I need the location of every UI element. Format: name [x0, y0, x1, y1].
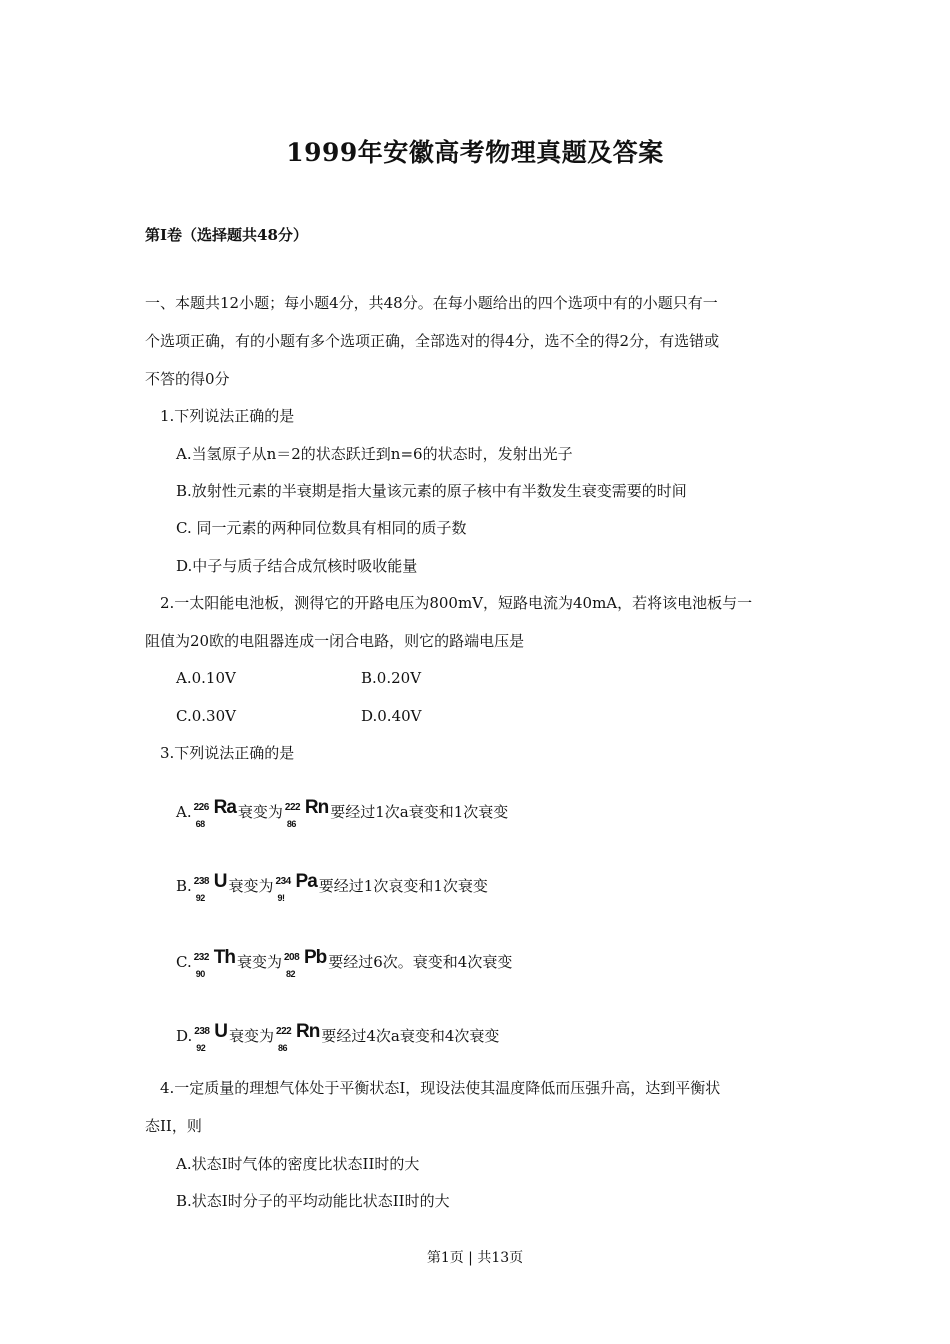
nuclide-radon [284, 797, 329, 830]
option-tail-text: 要经过1次a衰变和1次衰变 [330, 803, 509, 821]
option-tail-text: 要经过4次a衰变和4次衰变 [321, 1027, 500, 1045]
section-title: 第Ⅰ卷（选择题共48分） [145, 226, 308, 244]
instructions-line-1: 一、本题共12小题；每小题4分，共48分。在每小题给出的四个选项中有的小题只有一 [145, 294, 718, 312]
q1-option-d: D.中子与质子结合成氘核时吸收能量 [176, 557, 418, 575]
nuclide-uranium [193, 871, 227, 904]
decays-to-text: 衰变为 [236, 953, 282, 971]
atomic-number: 68 [195, 819, 205, 829]
atomic-number: 90 [195, 969, 205, 979]
element-symbol: Pb [303, 947, 327, 968]
mass-number: 222 [276, 1026, 292, 1037]
q2-stem-line-1: 2.一太阳能电池板，测得它的开路电压为800mV，短路电流为40mA，若将该电池板与一 [160, 594, 753, 612]
atomic-number: 86 [286, 819, 296, 829]
decays-to-text: 衰变为 [237, 803, 283, 821]
mass-number: 232 [193, 952, 209, 963]
mass-number: 234 [275, 876, 291, 887]
mass-number: 208 [283, 952, 300, 963]
q3-option-d [176, 1021, 500, 1054]
page-title: 1999年安徽高考物理真题及答案 [286, 138, 664, 167]
decays-to-text: 衰变为 [229, 1027, 275, 1045]
element-symbol: Rn [304, 797, 329, 818]
q1-option-c: C. 同一元素的两种同位数具有相同的质子数 [176, 519, 467, 537]
atomic-number: 92 [196, 1043, 206, 1053]
q2-option-b: B.0.20V [361, 669, 422, 687]
nuclide-lead [283, 947, 327, 980]
instructions-line-2: 个选项正确，有的小题有多个选项正确，全部选对的得4分，选不全的得2分，有选错或 [145, 332, 720, 350]
page-footer: 第1页 | 共13页 [426, 1250, 524, 1266]
mass-number: 226 [193, 802, 209, 813]
nuclide-thorium [193, 947, 235, 980]
element-symbol: U [214, 1021, 227, 1042]
q2-option-a: A.0.10V [176, 669, 236, 687]
element-symbol: Pa [295, 871, 317, 892]
q3-option-c [176, 947, 513, 980]
instructions-line-3: 不答的得0分 [145, 370, 230, 388]
q3-option-a [176, 797, 509, 830]
q4-stem-line-2: 态II，则 [145, 1117, 202, 1135]
element-symbol: U [213, 871, 227, 892]
nuclide-radon [276, 1021, 320, 1054]
q2-option-d: D.0.40V [361, 707, 422, 725]
nuclide-uranium [194, 1021, 227, 1054]
nuclide-radium [193, 797, 236, 830]
option-label: B. [176, 877, 192, 895]
q4-option-a: A.状态I时气体的密度比状态II时的大 [176, 1155, 420, 1173]
element-symbol: Th [213, 947, 235, 968]
option-label: A. [176, 803, 192, 821]
nuclide-protactinium [275, 871, 317, 904]
option-label: D. [176, 1027, 193, 1045]
q3-option-b [176, 871, 488, 904]
atomic-number: 92 [195, 893, 205, 903]
q1-option-a: A.当氢原子从n＝2的状态跃迁到n=6的状态时，发射出光子 [176, 445, 573, 463]
q2-stem-line-2: 阻值为20欧的电阻器连成一闭合电路，则它的路端电压是 [145, 632, 525, 650]
atomic-number: 9! [277, 893, 285, 903]
q3-stem: 3.下列说法正确的是 [160, 744, 295, 762]
atomic-number: 86 [278, 1043, 288, 1053]
mass-number: 238 [194, 1026, 210, 1037]
decays-to-text: 衰变为 [228, 877, 274, 895]
mass-number: 238 [193, 876, 209, 887]
element-symbol: Rn [296, 1021, 320, 1042]
q4-option-b: B.状态I时分子的平均动能比状态II时的大 [176, 1192, 450, 1210]
option-label: C. [176, 953, 192, 971]
q4-stem-line-1: 4.一定质量的理想气体处于平衡状态I，现设法使其温度降低而压强升高，达到平衡状 [160, 1079, 721, 1097]
mass-number: 222 [284, 802, 301, 813]
atomic-number: 82 [285, 969, 295, 979]
option-tail-text: 要经过6次。衰变和4次衰变 [328, 953, 513, 971]
element-symbol: Ra [213, 797, 236, 818]
q1-stem: 1.下列说法正确的是 [160, 407, 295, 425]
option-tail-text: 要经过1次哀变和1次衰变 [318, 877, 488, 895]
q2-option-c: C.0.30V [176, 707, 236, 725]
q1-option-b: B.放射性元素的半衰期是指大量该元素的原子核中有半数发生衰变需要的时间 [176, 482, 687, 500]
